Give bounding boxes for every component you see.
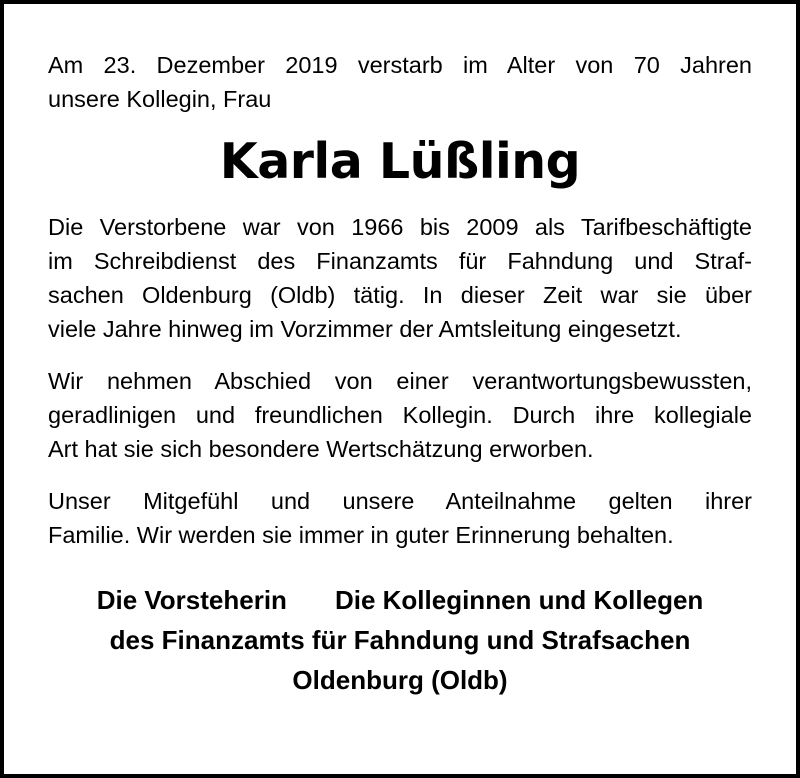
signature-block: [48, 580, 752, 700]
paragraph-line: sachen Oldenburg (Oldb) tätig. In dieser Zeit war sie über: [48, 282, 752, 308]
paragraph-line: Wir nehmen Abschied von einer verantwortungsbewussten,: [48, 368, 752, 394]
deceased-name: Karla Lüßling: [219, 133, 581, 190]
paragraph-line: im Schreibdienst des Finanzamts für Fahndung und Straf-: [48, 248, 752, 274]
signature-city-line: Oldenburg (Oldb): [292, 665, 508, 695]
paragraph-line: Die Verstorbene war von 1966 bis 2009 als Tarifbeschäftigte: [48, 214, 752, 240]
intro-paragraph: [48, 48, 752, 116]
paragraph-line: viele Jahre hinweg im Vorzimmer der Amtsleitung eingesetzt.: [48, 316, 682, 342]
signature-office-line: des Finanzamts für Fahndung und Strafsachen: [109, 625, 691, 655]
paragraph-line: Art hat sie sich besondere Wertschätzung erworben.: [48, 436, 594, 462]
intro-line: unsere Kollegin, Frau: [48, 86, 272, 112]
paragraph-line: geradlinigen und freundlichen Kollegin. Durch ihre kollegiale: [48, 402, 752, 428]
farewell-paragraph: [48, 364, 752, 466]
intro-line: Am 23. Dezember 2019 verstarb im Alter von 70 Jahren: [48, 52, 752, 78]
condolence-paragraph: [48, 484, 752, 552]
signer-director: Die Vorsteherin: [96, 585, 287, 615]
career-paragraph: [48, 210, 752, 346]
paragraph-line: Unser Mitgefühl und unsere Anteilnahme gelten ihrer: [48, 488, 752, 514]
signer-colleagues: Die Kolleginnen und Kollegen: [334, 585, 704, 615]
signature-row: [48, 580, 752, 620]
paragraph-line: Familie. Wir werden sie immer in guter Erinnerung behalten.: [48, 522, 674, 548]
